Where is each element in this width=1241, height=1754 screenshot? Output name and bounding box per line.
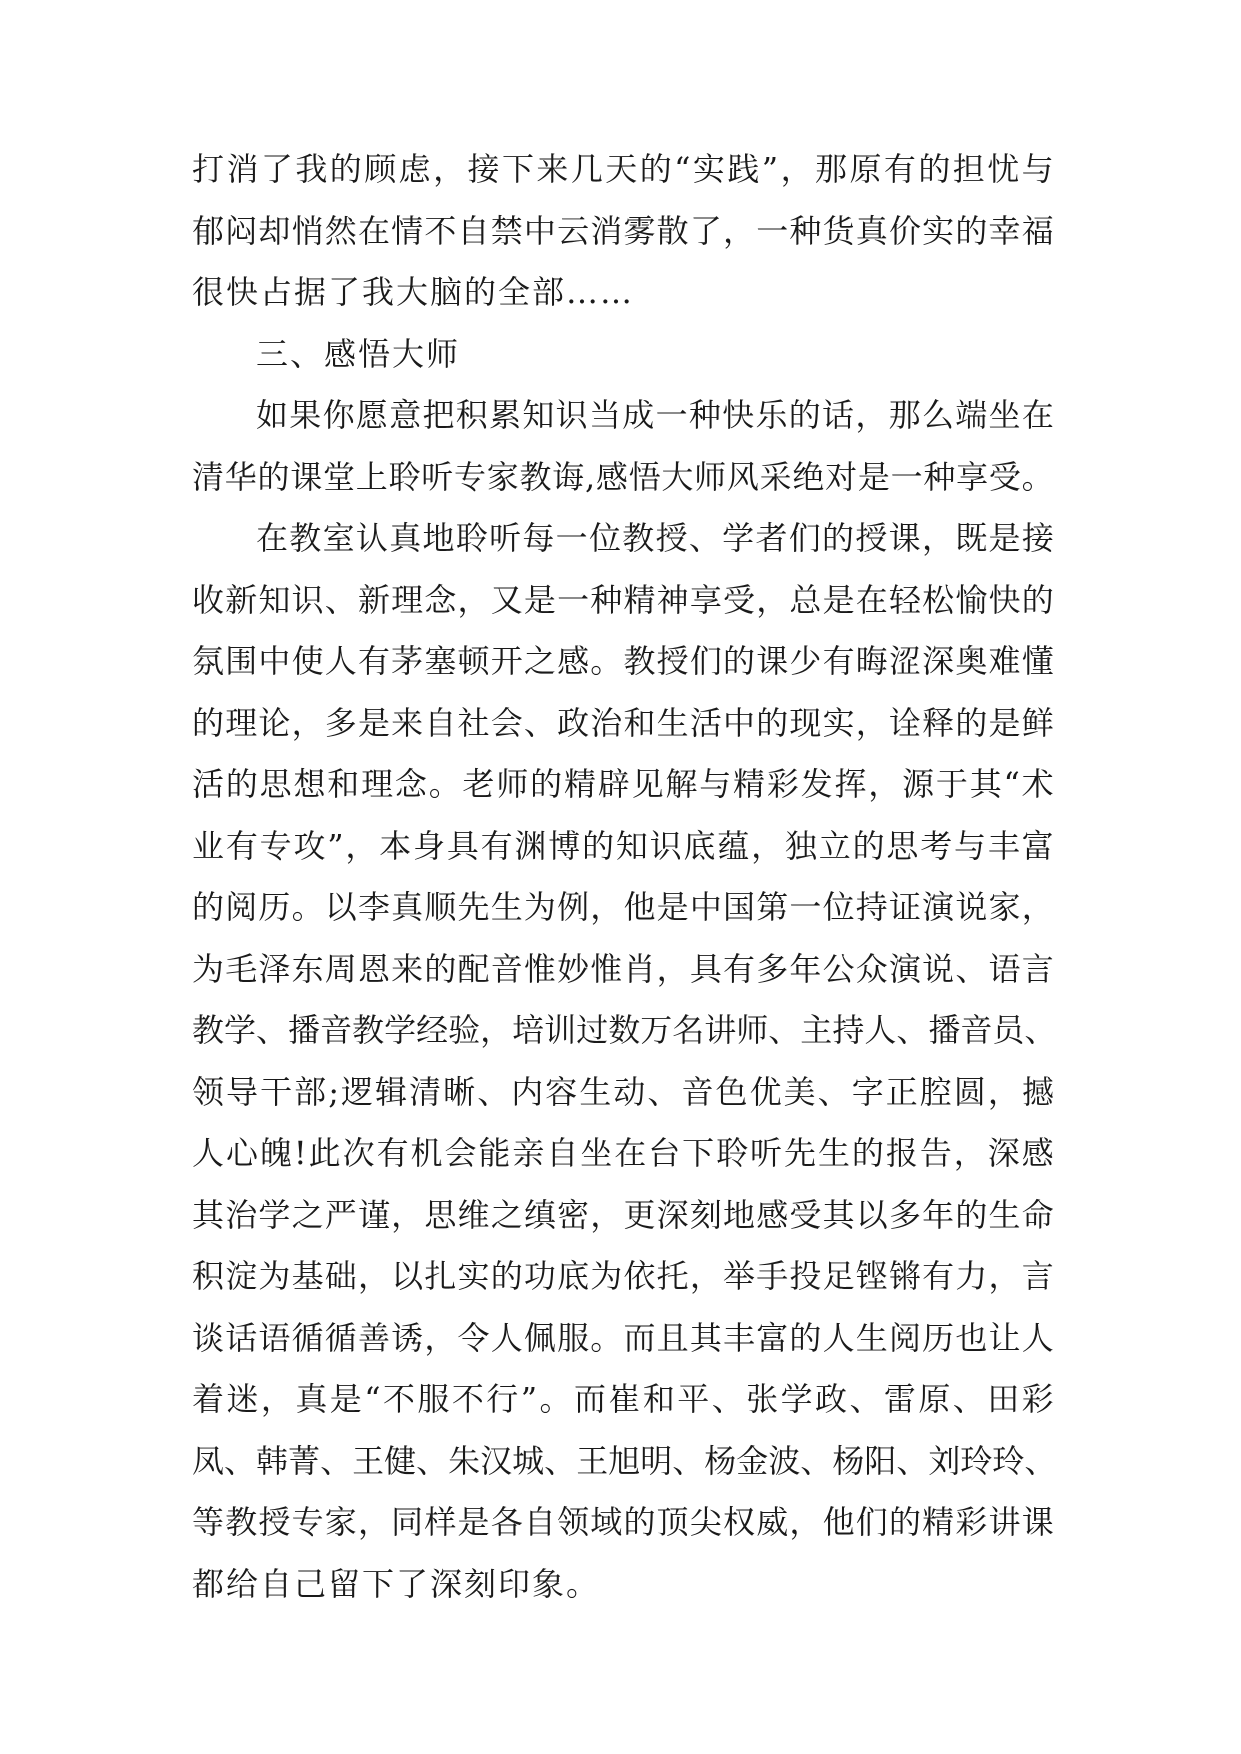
text-line: 郁 闷 却 悄 然 在 情 不 自 禁 中 云 消 雾 散 了 ， 一 种 货 真 价 实 的 幸 福 [192, 211, 1054, 250]
text-line: 为 毛 泽 东 周 恩 来 的 配 音 惟 妙 惟 肖 ， 具 有 多 年 公 众 演 说 、 语 言 [192, 949, 1054, 988]
text-line: 如 果 你 愿 意 把 积 累 知 识 当 成 一 种 快 乐 的 话 ， 那 么 端 坐 在 [256, 396, 1054, 434]
text-line: 着 迷 ， 真 是 “ 不 服 不 行 ” 。 而 崔 和 平 、 张 学 政 、 雷 原 、 田 彩 [192, 1380, 1054, 1418]
text-line: 的 阅 历 。 以 李 真 顺 先 生 为 例 ， 他 是 中 国 第 一 位 持 证 演 说 家 ， [192, 888, 1054, 926]
text-line: 清 华 的 课 堂 上 聆 听 专 家 教 诲 , 感 悟 大 师 风 采 绝 对 是 一 种 享 受 。 [192, 457, 1054, 496]
text-line: 在 教 室 认 真 地 聆 听 每 一 位 教 授 、 学 者 们 的 授 课 ， 既 是 接 [256, 519, 1054, 557]
text-line: 氛 围 中 使 人 有 茅 塞 顿 开 之 感 。 教 授 们 的 课 少 有 晦 涩 深 奥 难 懂 [192, 642, 1054, 680]
text-line: 领 导 干 部 ; 逻 辑 清 晰 、 内 容 生 动 、 音 色 优 美 、 字 正 腔 圆 ， 撼 [192, 1072, 1054, 1111]
text-line: 凤 、 韩 菁 、 王 健 、 朱 汉 城 、 王 旭 明 、 杨 金 波 、 杨 阳 、 刘 玲 玲 、 [192, 1441, 1057, 1480]
text-line: 教 学 、 播 音 教 学 经 验 ， 培 训 过 数 万 名 讲 师 、 主 持 人 、 播 音 员 、 [192, 1011, 1057, 1049]
text-line: 都给自己留下了深刻印象。 [192, 1564, 601, 1603]
text-line: 业 有 专 攻 ” ， 本 身 具 有 渊 博 的 知 识 底 蕴 ， 独 立 的 思 考 与 丰 富 [192, 826, 1054, 865]
text-line: 其 治 学 之 严 谨 ， 思 维 之 缜 密 ， 更 深 刻 地 感 受 其 以 多 年 的 生 命 [192, 1195, 1054, 1234]
text-line: 打 消 了 我 的 顾 虑 ， 接 下 来 几 天 的 “ 实 践 ” ， 那 原 有 的 担 忧 与 [192, 150, 1054, 188]
text-line: 积 淀 为 基 础 ， 以 扎 实 的 功 底 为 依 托 ， 举 手 投 足 铿 锵 有 力 ， 言 [192, 1257, 1054, 1295]
text-line: 的 理 论 ， 多 是 来 自 社 会 、 政 治 和 生 活 中 的 现 实 ， 诠 释 的 是 鲜 [192, 703, 1054, 742]
text-line: 等 教 授 专 家 ， 同 样 是 各 自 领 域 的 顶 尖 权 威 ， 他 们 的 精 彩 讲 课 [192, 1503, 1054, 1541]
text-line: 收 新 知 识 、 新 理 念 ， 又 是 一 种 精 神 享 受 ， 总 是 在 轻 松 愉 快 的 [192, 580, 1054, 619]
text-line: 很快占据了我大脑的全部…… [192, 273, 635, 311]
section-heading: 三、感悟大师 [256, 334, 461, 373]
text-line: 谈 话 语 循 循 善 诱 ， 令 人 佩 服 。 而 且 其 丰 富 的 人 生 阅 历 也 让 人 [192, 1318, 1054, 1357]
text-line: 活 的 思 想 和 理 念 。 老 师 的 精 辟 见 解 与 精 彩 发 挥 ， 源 于 其 “ 术 [192, 765, 1054, 803]
text-line: 人 心 魄 ! 此 次 有 机 会 能 亲 自 坐 在 台 下 聆 听 先 生 的 报 告 ， 深 感 [192, 1134, 1054, 1172]
